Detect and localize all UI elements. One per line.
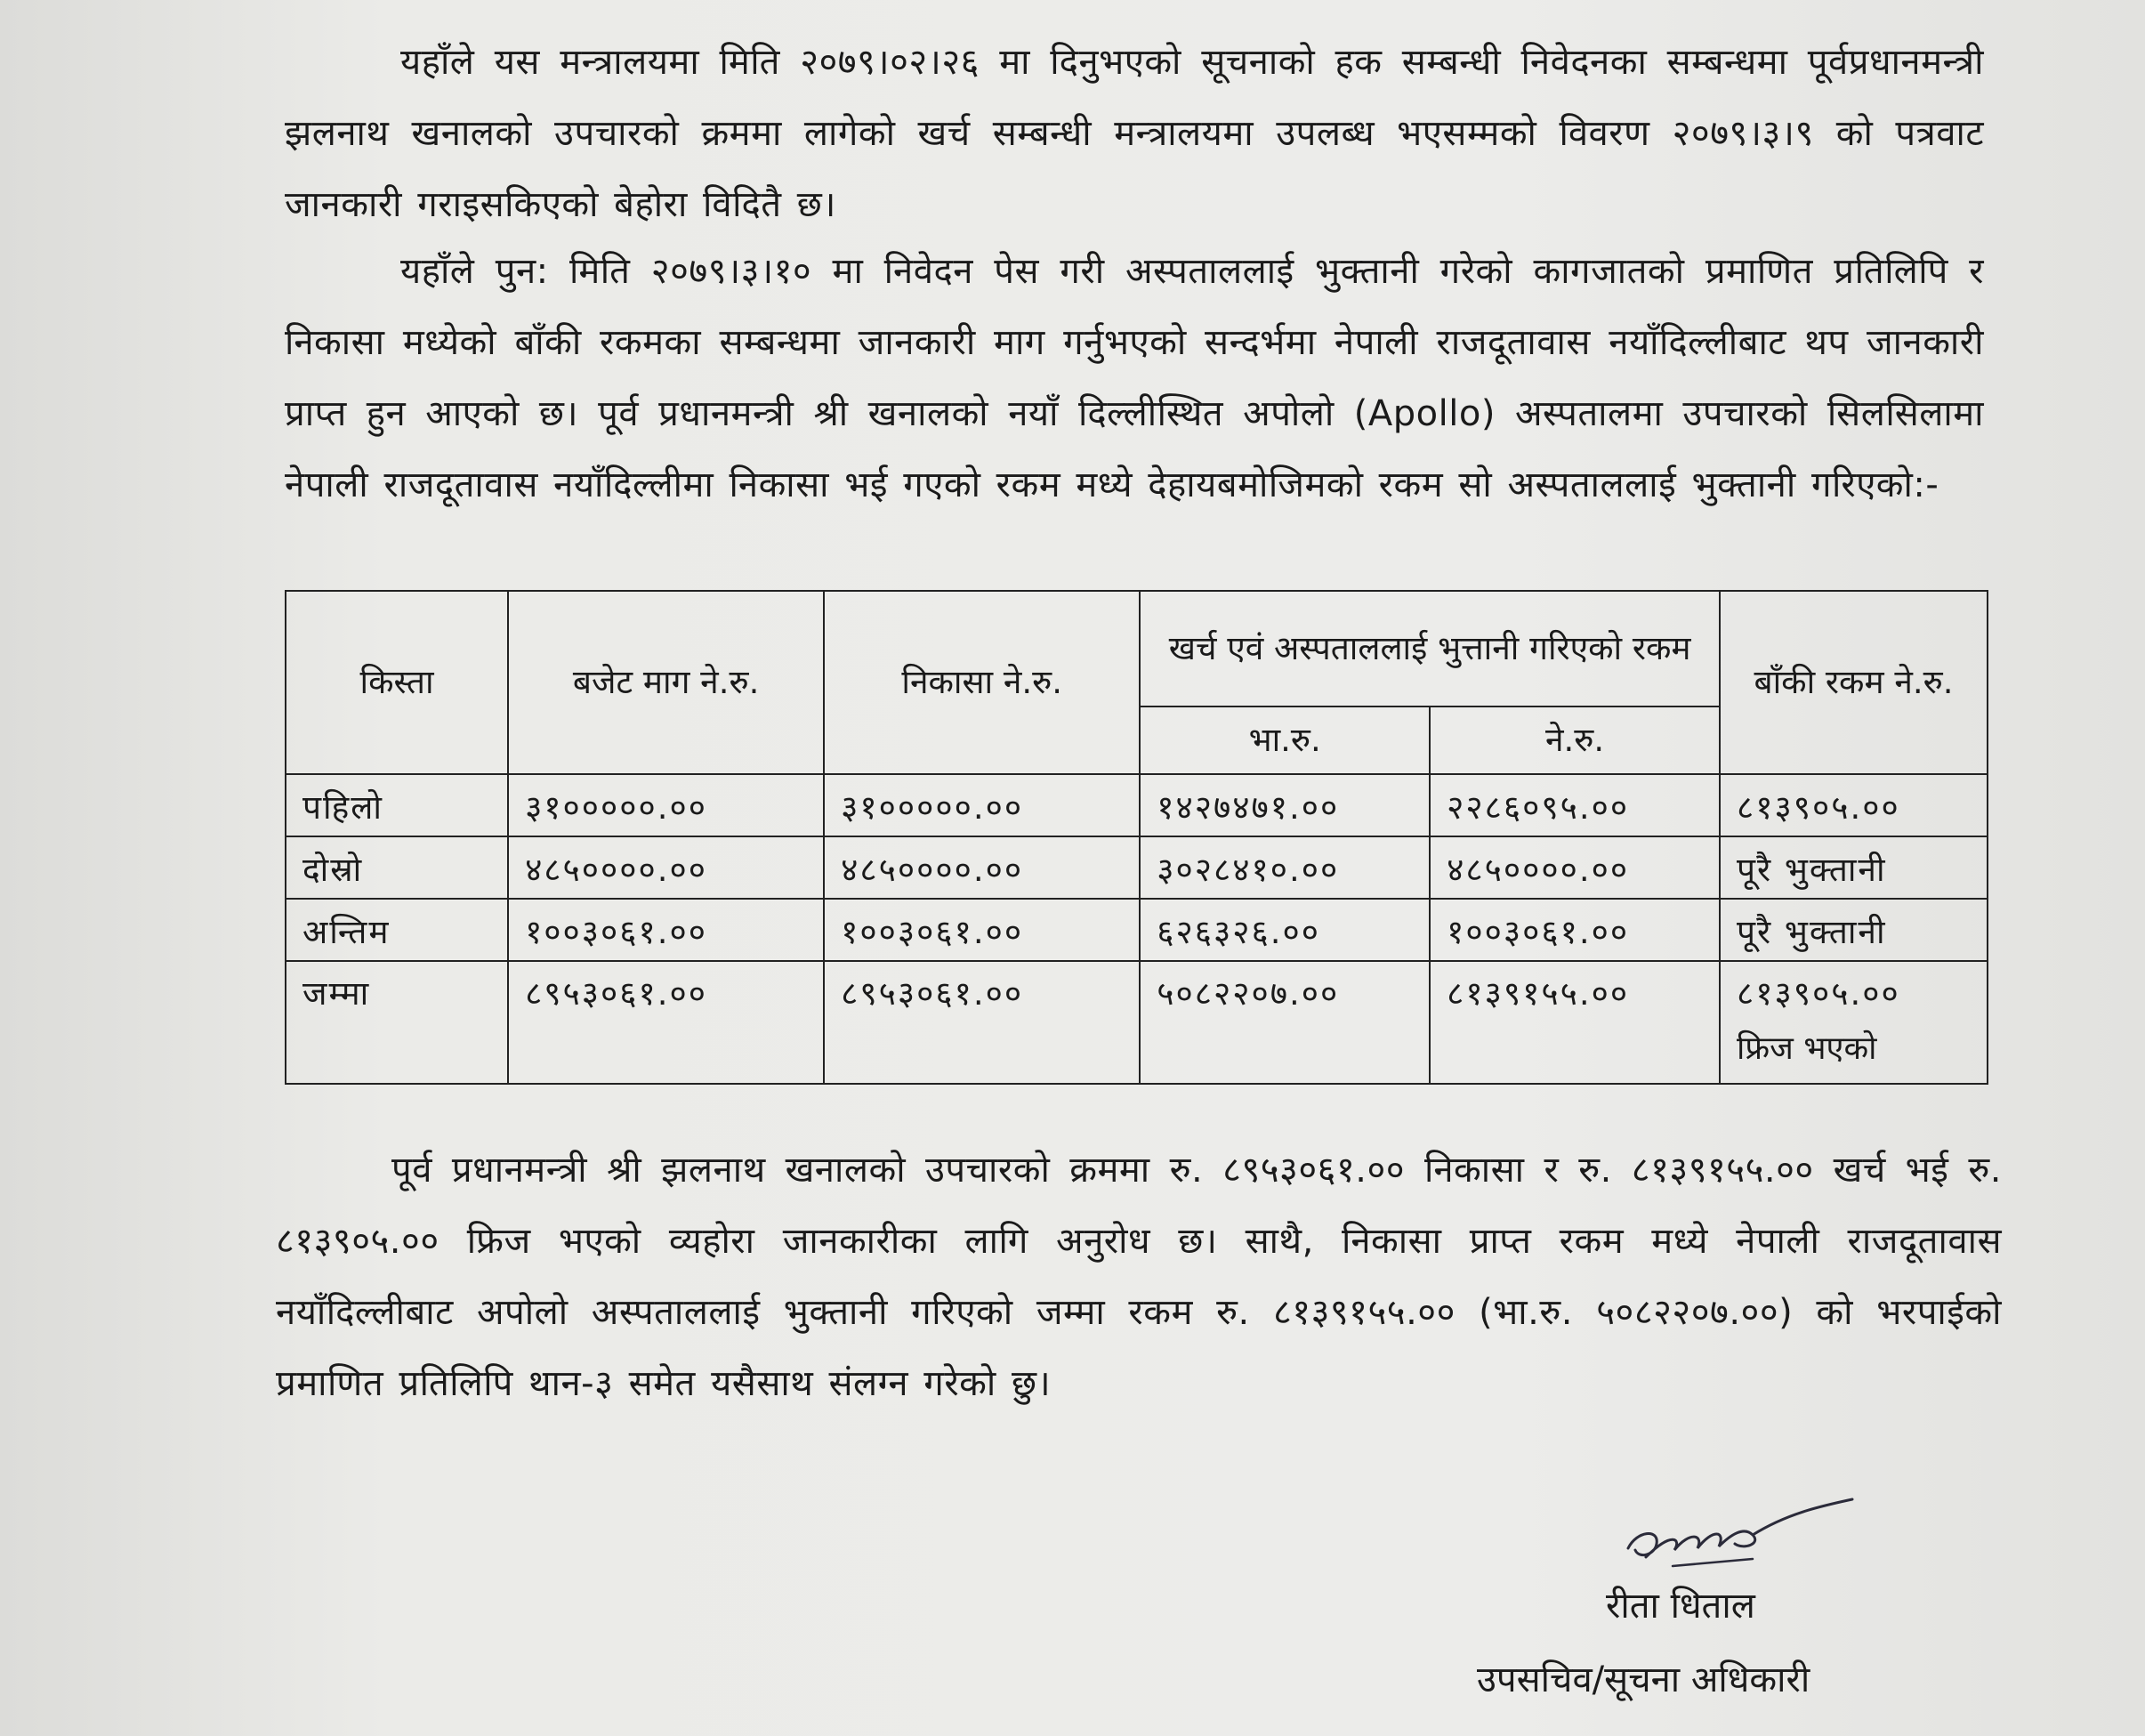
- cell-npr: ४८५००००.००: [1430, 836, 1720, 899]
- frozen-note: फ्रिज भएको: [1737, 1030, 1877, 1067]
- cell-total-npr: ८१३९१५५.००: [1430, 961, 1720, 1084]
- cell-total-balance: [1720, 961, 1988, 1084]
- cell-release: १००३०६१.००: [824, 899, 1140, 961]
- table-row: [286, 836, 1988, 899]
- header-balance: बाँकी रकम ने.रु.: [1720, 591, 1988, 774]
- header-installment: किस्ता: [286, 591, 508, 774]
- signer-name: रीता धिताल: [1606, 1586, 1755, 1627]
- table-total-row: [286, 961, 1988, 1084]
- paragraph-summary: पूर्व प्रधानमन्त्री श्री झलनाथ खनालको उपचारको क्रममा रु. ८९५३०६१.०० निकासा र रु. ८१३९१५५.०० खर्च भई रु. ८१३९०५.०० फ्रिज भएको व्यहोरा जानकारीका लागि अनुरोध छ। साथै, निकासा प्राप्त रकम मध्ये नेपाली राजदूतावास नयाँदिल्लीबाट अपोलो अस्पताललाई भुक्तानी गरिएको जम्मा रकम रु. ८१३९१५५.०० (भा.रु. ५०८२२०७.००) को भरपाईको प्रमाणित प्रतिलिपि थान-३ समेत यसैसाथ संलग्न गरेको छु।: [276, 1150, 2002, 1404]
- table-row: [286, 899, 1988, 961]
- signer-title: उपसचिव/सूचना अधिकारी: [1477, 1659, 1810, 1700]
- payment-table: [285, 590, 1988, 1085]
- cell-balance: पूरै भुक्तानी: [1720, 899, 1988, 961]
- cell-budget: ४८५००००.००: [508, 836, 824, 899]
- header-ic: भा.रु.: [1140, 707, 1430, 774]
- cell-release: ४८५००००.००: [824, 836, 1140, 899]
- cell-balance: ८१३९०५.००: [1720, 774, 1988, 836]
- header-npr: ने.रु.: [1430, 707, 1720, 774]
- header-release: निकासा ने.रु.: [824, 591, 1140, 774]
- table-row: [286, 774, 1988, 836]
- paragraph-previous-letter: यहाँले यस मन्त्रालयमा मिति २०७९।०२।२६ मा दिनुभएको सूचनाको हक सम्बन्धी निवेदनका सम्बन्धमा पूर्वप्रधानमन्त्री झलनाथ खनालको उपचारको क्रममा लागेको खर्च सम्बन्धी मन्त्रालयमा उपलब्ध भएसम्मको विवरण २०७९।३।९ को पत्रवाट जानकारी गराइसकिएको बेहोरा विदितै छ।: [285, 42, 1984, 225]
- cell-installment: अन्तिम: [286, 899, 508, 961]
- cell-ic: १४२७४७१.००: [1140, 774, 1430, 836]
- cell-release: ३१०००००.००: [824, 774, 1140, 836]
- cell-ic: ६२६३२६.००: [1140, 899, 1430, 961]
- cell-balance: पूरै भुक्तानी: [1720, 836, 1988, 899]
- cell-total-budget: ८९५३०६१.००: [508, 961, 824, 1084]
- cell-budget: १००३०६१.००: [508, 899, 824, 961]
- header-budget-request: बजेट माग ने.रु.: [508, 591, 824, 774]
- total-balance-value: ८१३९०५.००: [1737, 974, 1900, 1013]
- cell-npr: २२८६०९५.००: [1430, 774, 1720, 836]
- cell-total-label: जम्मा: [286, 961, 508, 1084]
- cell-total-release: ८९५३०६१.००: [824, 961, 1140, 1084]
- paragraph-new-request: यहाँले पुन: मिति २०७९।३।१० मा निवेदन पेस गरी अस्पताललाई भुक्तानी गरेको कागजातको प्रमाणित प्रतिलिपि र निकासा मध्येको बाँकी रकमका सम्बन्धमा जानकारी माग गर्नुभएको सन्दर्भमा नेपाली राजदूतावास नयाँदिल्लीबाट थप जानकारी प्राप्त हुन आएको छ। पूर्व प्रधानमन्त्री श्री खनालको नयाँ दिल्लीस्थित अपोलो (Apollo) अस्पतालमा उपचारको सिलसिलामा नेपाली राजदूतावास नयाँदिल्लीमा निकासा भई गएको रकम मध्ये देहायबमोजिमको रकम सो अस्पताललाई भुक्तानी गरिएको:-: [285, 251, 1984, 505]
- cell-ic: ३०२८४१०.००: [1140, 836, 1430, 899]
- cell-installment: पहिलो: [286, 774, 508, 836]
- cell-budget: ३१०००००.००: [508, 774, 824, 836]
- cell-installment: दोस्रो: [286, 836, 508, 899]
- cell-npr: १००३०६१.००: [1430, 899, 1720, 961]
- signature: [1619, 1495, 1859, 1575]
- header-expense-paid: खर्च एवं अस्पताललाई भुत्तानी गरिएको रकम: [1140, 591, 1720, 707]
- cell-total-ic: ५०८२२०७.००: [1140, 961, 1430, 1084]
- table-header-row: [286, 591, 1988, 707]
